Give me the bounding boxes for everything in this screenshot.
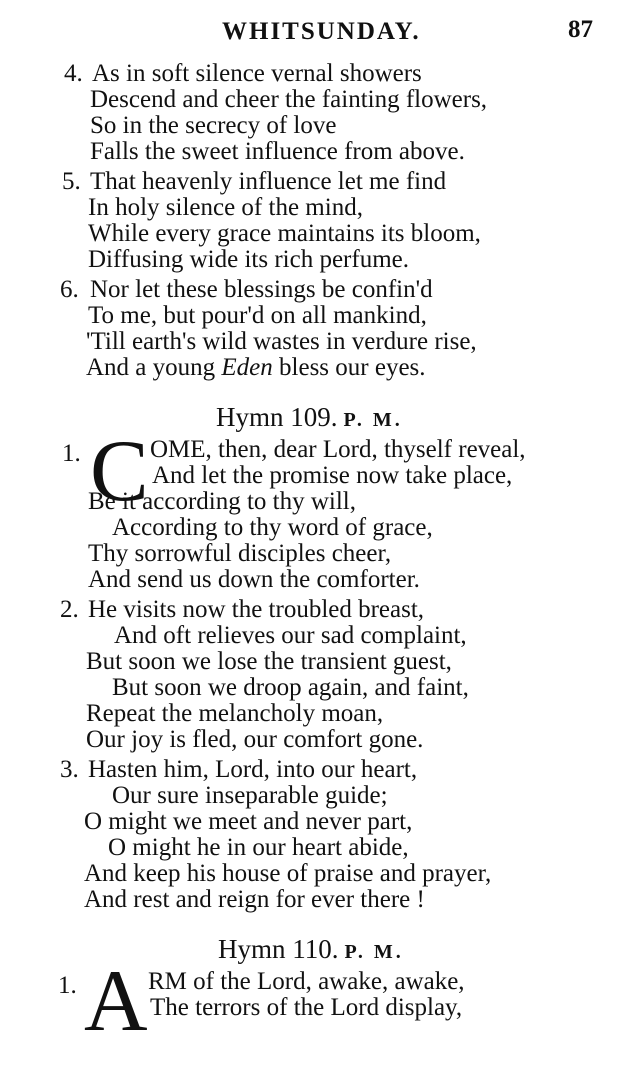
page-header: [0, 14, 640, 48]
running-title: WHITSUNDAY.: [222, 18, 421, 45]
verse-line: [86, 354, 426, 381]
stanza-number: 3.: [60, 756, 79, 783]
verse-line: In holy silence of the mind,: [88, 194, 363, 221]
hymn-title: Hymn 109.: [216, 402, 338, 432]
hymn-title: Hymn 110.: [218, 934, 339, 964]
verse-line: Descend and cheer the fainting flowers,: [90, 86, 488, 113]
verse-line: As in soft silence vernal showers: [92, 60, 422, 87]
stanza-number: 2.: [60, 596, 79, 623]
verse-line: And rest and reign for ever there !: [84, 886, 425, 913]
verse-text: And a young: [86, 354, 222, 381]
verse-line: 'Till earth's wild wastes in verdure rise,: [86, 328, 477, 355]
verse-line: Nor let these blessings be confin'd: [90, 276, 433, 303]
verse-line: OME, then, dear Lord, thyself reveal,: [150, 436, 526, 463]
verse-line: To me, but pour'd on all mankind,: [88, 302, 427, 329]
verse-line: Repeat the melancholy moan,: [86, 700, 384, 727]
verse-line: According to thy word of grace,: [112, 514, 433, 541]
verse-line: That heavenly influence let me find: [90, 168, 447, 195]
verse-line: Hasten him, Lord, into our heart,: [88, 756, 418, 783]
verse-line: Our sure inseparable guide;: [112, 782, 388, 809]
verse-line: He visits now the troubled breast,: [88, 596, 425, 623]
verse-line: Diffusing wide its rich perfume.: [88, 246, 409, 273]
stanza-number: 1.: [62, 440, 81, 467]
hymn-meter: P. M.: [344, 941, 404, 963]
verse-line: Thy sorrowful disciples cheer,: [88, 540, 392, 567]
verse-line: The terrors of the Lord display,: [150, 994, 463, 1021]
verse-line: Falls the sweet influence from above.: [90, 138, 465, 165]
verse-line: And oft relieves our sad complaint,: [114, 622, 467, 649]
verse-line: O might he in our heart abide,: [108, 834, 409, 861]
verse-text: bless our eyes.: [272, 354, 426, 381]
verse-line: Be it according to thy will,: [88, 488, 357, 515]
drop-cap: A: [84, 953, 148, 1050]
verse-line: But soon we droop again, and faint,: [112, 674, 469, 701]
page-number: 87: [568, 16, 593, 43]
stanza-number: 4.: [64, 60, 83, 87]
hymn-meter: P. M.: [343, 409, 403, 431]
verse-line: But soon we lose the transient guest,: [86, 648, 452, 675]
hymn-heading: [216, 402, 403, 433]
stanza-number: 6.: [60, 276, 79, 303]
stanza-number: 1.: [58, 972, 77, 999]
verse-line: So in the secrecy of love: [90, 112, 337, 139]
stanza-number: 5.: [62, 168, 81, 195]
verse-line: RM of the Lord, awake, awake,: [148, 968, 465, 995]
verse-line: And keep his house of praise and prayer,: [84, 860, 492, 887]
verse-line: And let the promise now take place,: [152, 462, 513, 489]
verse-line: And send us down the comforter.: [88, 566, 420, 593]
italic-word: Eden: [221, 354, 273, 381]
verse-line: While every grace maintains its bloom,: [88, 220, 481, 247]
drop-cap: C: [90, 423, 149, 520]
verse-line: O might we meet and never part,: [84, 808, 413, 835]
verse-line: Our joy is fled, our comfort gone.: [86, 726, 424, 753]
hymn-heading: [218, 934, 404, 965]
